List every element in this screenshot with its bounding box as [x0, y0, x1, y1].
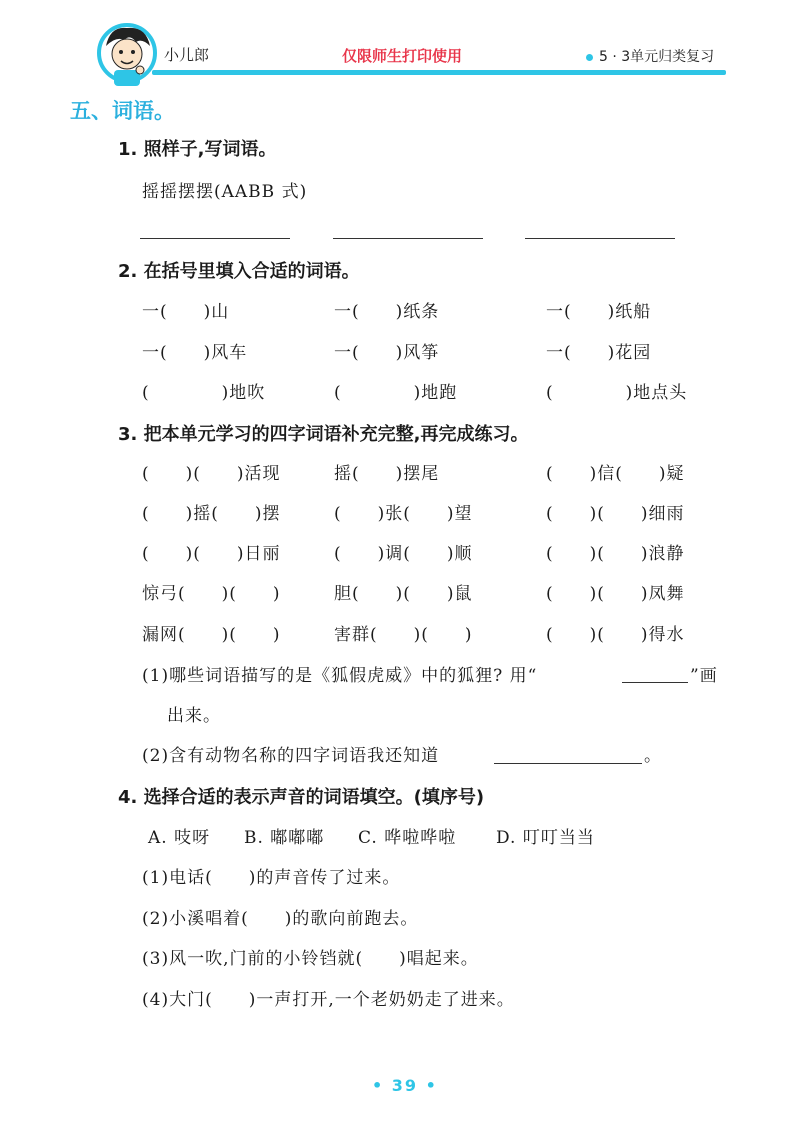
section-title: 五、词语。: [70, 99, 175, 123]
q4-option-d: D. 叮叮当当: [496, 828, 595, 848]
q2-item: ( )地跑: [334, 383, 458, 403]
q1-example: 摇摇摆摆(AABB 式): [142, 182, 308, 202]
q4-option-c: C. 哗啦哗啦: [358, 828, 457, 848]
q2-item: 一( )花园: [546, 343, 652, 363]
q3-idiom: ( )张( )望: [334, 504, 473, 524]
q2-item: 一( )纸条: [334, 302, 440, 322]
q3-sub2-answer-line[interactable]: [494, 763, 642, 764]
q1-answer-line-1[interactable]: [140, 238, 290, 239]
unit-title: [586, 46, 714, 66]
brand-name: 小儿郎: [164, 46, 210, 64]
question-3-title: 3. 把本单元学习的四字词语补充完整,再完成练习。: [118, 424, 529, 445]
unit-title-text: 5 · 3单元归类复习: [599, 49, 715, 65]
q3-sub2: (2)含有动物名称的四字词语我还知道: [142, 746, 440, 766]
q4-item-1: (1)电话( )的声音传了过来。: [142, 868, 401, 888]
q1-answer-line-2[interactable]: [333, 238, 483, 239]
q3-idiom: ( )信( )疑: [546, 464, 685, 484]
q2-item: ( )地点头: [546, 383, 688, 403]
q4-item-4: (4)大门( )一声打开,一个老奶奶走了进来。: [142, 990, 515, 1010]
q3-idiom: ( )调( )顺: [334, 544, 473, 564]
q3-sub1-quote-end: ”画: [690, 666, 718, 686]
q4-item-2: (2)小溪唱着( )的歌向前跑去。: [142, 909, 419, 929]
print-notice: 仅限师生打印使用: [342, 47, 463, 65]
q2-item: 一( )山: [142, 302, 230, 322]
q3-sub1-cont: 出来。: [167, 706, 221, 726]
q1-answer-line-3[interactable]: [525, 238, 675, 239]
q3-idiom: ( )( )得水: [546, 625, 685, 645]
boy-mascot-icon: [96, 20, 158, 90]
q3-idiom: 摇( )摆尾: [334, 464, 440, 484]
q3-idiom: ( )( )细雨: [546, 504, 685, 524]
header-rule: [152, 70, 726, 75]
q3-idiom: ( )( )活现: [142, 464, 281, 484]
q4-option-a: A. 吱呀: [148, 828, 211, 848]
q3-idiom: 胆( )( )鼠: [334, 584, 473, 604]
page-number: • 39 •: [372, 1076, 438, 1095]
q4-option-b: B. 嘟嘟嘟: [244, 828, 325, 848]
question-2-title: 2. 在括号里填入合适的词语。: [118, 261, 360, 282]
q2-item: 一( )风车: [142, 343, 248, 363]
bullet-icon: [586, 54, 593, 61]
question-1-title: 1. 照样子,写词语。: [118, 139, 277, 160]
q2-item: 一( )风筝: [334, 343, 440, 363]
q3-sub2-end: 。: [644, 746, 662, 766]
q3-sub1-mark-line: [622, 682, 688, 683]
q3-idiom: ( )( )日丽: [142, 544, 281, 564]
q3-idiom: 害群( )( ): [334, 625, 473, 645]
q3-idiom: 漏网( )( ): [142, 625, 281, 645]
q4-item-3: (3)风一吹,门前的小铃铛就( )唱起来。: [142, 949, 479, 969]
q2-item: 一( )纸船: [546, 302, 652, 322]
q2-item: ( )地吹: [142, 383, 266, 403]
q3-idiom: ( )摇( )摆: [142, 504, 281, 524]
question-4-title: 4. 选择合适的表示声音的词语填空。(填序号): [118, 787, 485, 808]
q3-idiom: ( )( )浪静: [546, 544, 685, 564]
q3-idiom: ( )( )凤舞: [546, 584, 685, 604]
q3-idiom: 惊弓( )( ): [142, 584, 281, 604]
q3-sub1: (1)哪些词语描写的是《狐假虎威》中的狐狸? 用“: [142, 666, 538, 686]
